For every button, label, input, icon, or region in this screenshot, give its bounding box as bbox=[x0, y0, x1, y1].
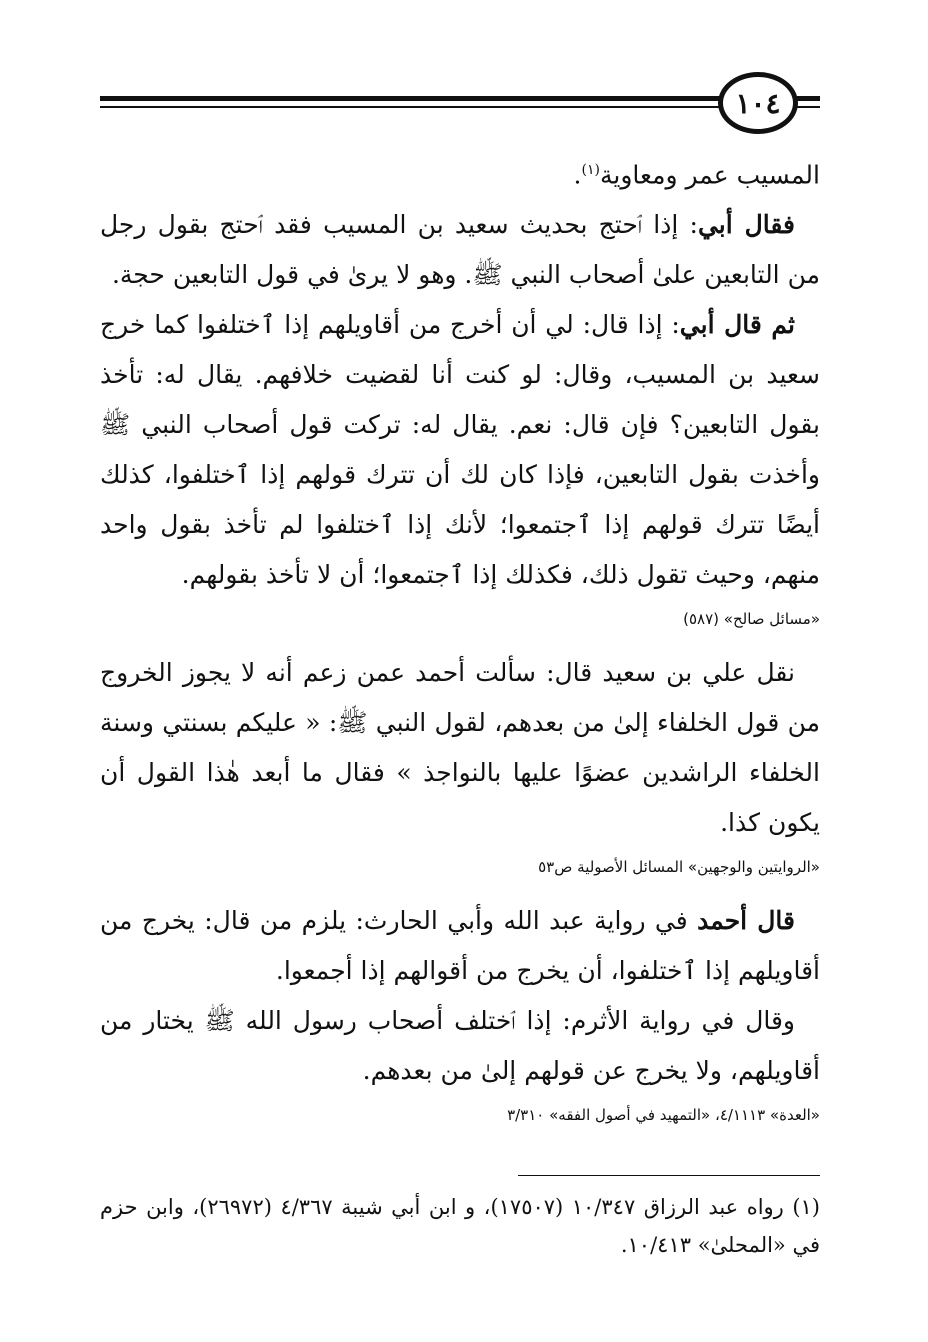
source-citation: «الروايتين والوجهين» المسائل الأصولية ص٥٣ bbox=[538, 858, 820, 877]
page-body bbox=[100, 145, 820, 1144]
paragraph-text: : إذا قال: لي أن أخرج من أقاويلهم إذا ٱختلفوا كما خرج سعيد بن المسيب، وقال: لو كنت أنا لقضيت خلافهم. يقال له: تأخذ بقول التابعين؟ فإن قال: نعم. يقال له: تركت قول أصحاب النبي ﷺ وأخذت بقول التابعين، فإذا كان لك أن تترك قولهم إذا ٱختلفوا، كذلك أيضًا تترك قولهم إذا ٱجتمعوا؛ لأنك إذا ٱختلفوا لم تأخذ بقول واحد منهم، وحيث تقول ذلك، فكذلك إذا ٱجتمعوا؛ أن لا تأخذ بقولهم. bbox=[100, 310, 820, 590]
paragraph-continuation bbox=[100, 145, 820, 200]
page-number: ١٠٤ bbox=[718, 72, 798, 134]
header-rule-right-thick bbox=[796, 96, 820, 101]
footnote: (١) رواه عبد الرزاق ١٠/٣٤٧ (١٧٥٠٧)، و ابن أبي شيبة ٤/٣٦٧ (٢٦٩٧٢)، وابن حزم في «المحلىٰ» ١٠/٤١٣. bbox=[100, 1195, 820, 1257]
footnote-ref: (١) bbox=[581, 162, 600, 178]
paragraph-text: : إذا ٱحتج بحديث سعيد بن المسيب فقد ٱحتج بقول رجل من التابعين علىٰ أصحاب النبي ﷺ. وهو لا يرىٰ في قول التابعين حجة. bbox=[100, 210, 820, 290]
paragraph-end: . bbox=[573, 160, 582, 190]
paragraph-4 bbox=[100, 896, 820, 996]
source-citation: «العدة» ٤/١١١٣، «التمهيد في أصول الفقه» ٣/٣١٠ bbox=[507, 1106, 820, 1125]
paragraph-lead: قال أحمد bbox=[697, 906, 795, 936]
paragraph-lead: ثم قال أبي bbox=[679, 310, 795, 340]
paragraph-text: المسيب عمر ومعاوية bbox=[599, 160, 820, 190]
paragraph-3 bbox=[100, 648, 820, 848]
paragraph-text: في رواية عبد الله وأبي الحارث: يلزم من قال: يخرج من أقاويلهم إذا ٱختلفوا، أن يخرج من أقوالهم إذا أجمعوا. bbox=[100, 906, 820, 986]
paragraph-lead: فقال أبي bbox=[697, 210, 796, 240]
header-rule-thin bbox=[100, 106, 722, 108]
paragraph-1 bbox=[100, 200, 820, 300]
paragraph-5 bbox=[100, 996, 820, 1096]
paragraph-text: نقل علي بن سعيد قال: سألت أحمد عمن زعم أنه لا يجوز الخروج من قول الخلفاء إلىٰ من بعدهم، لقول النبي ﷺ: « عليكم بسنتي وسنة الخلفاء الراشدين عضوًا عليها بالنواجذ » فقال ما أبعد هٰذا القول أن يكون كذا. bbox=[100, 658, 820, 838]
header-rule-thick bbox=[100, 96, 722, 101]
source-citation: «مسائل صالح» (٥٨٧) bbox=[683, 610, 820, 629]
page-header bbox=[0, 0, 928, 160]
footnote-divider bbox=[518, 1175, 820, 1176]
paragraph-2 bbox=[100, 300, 820, 600]
header-rule-right-thin bbox=[796, 106, 820, 108]
paragraph-text: وقال في رواية الأثرم: إذا ٱختلف أصحاب رسول الله ﷺ يختار من أقاويلهم، ولا يخرج عن قولهم إلىٰ من بعدهم. bbox=[100, 1006, 820, 1086]
